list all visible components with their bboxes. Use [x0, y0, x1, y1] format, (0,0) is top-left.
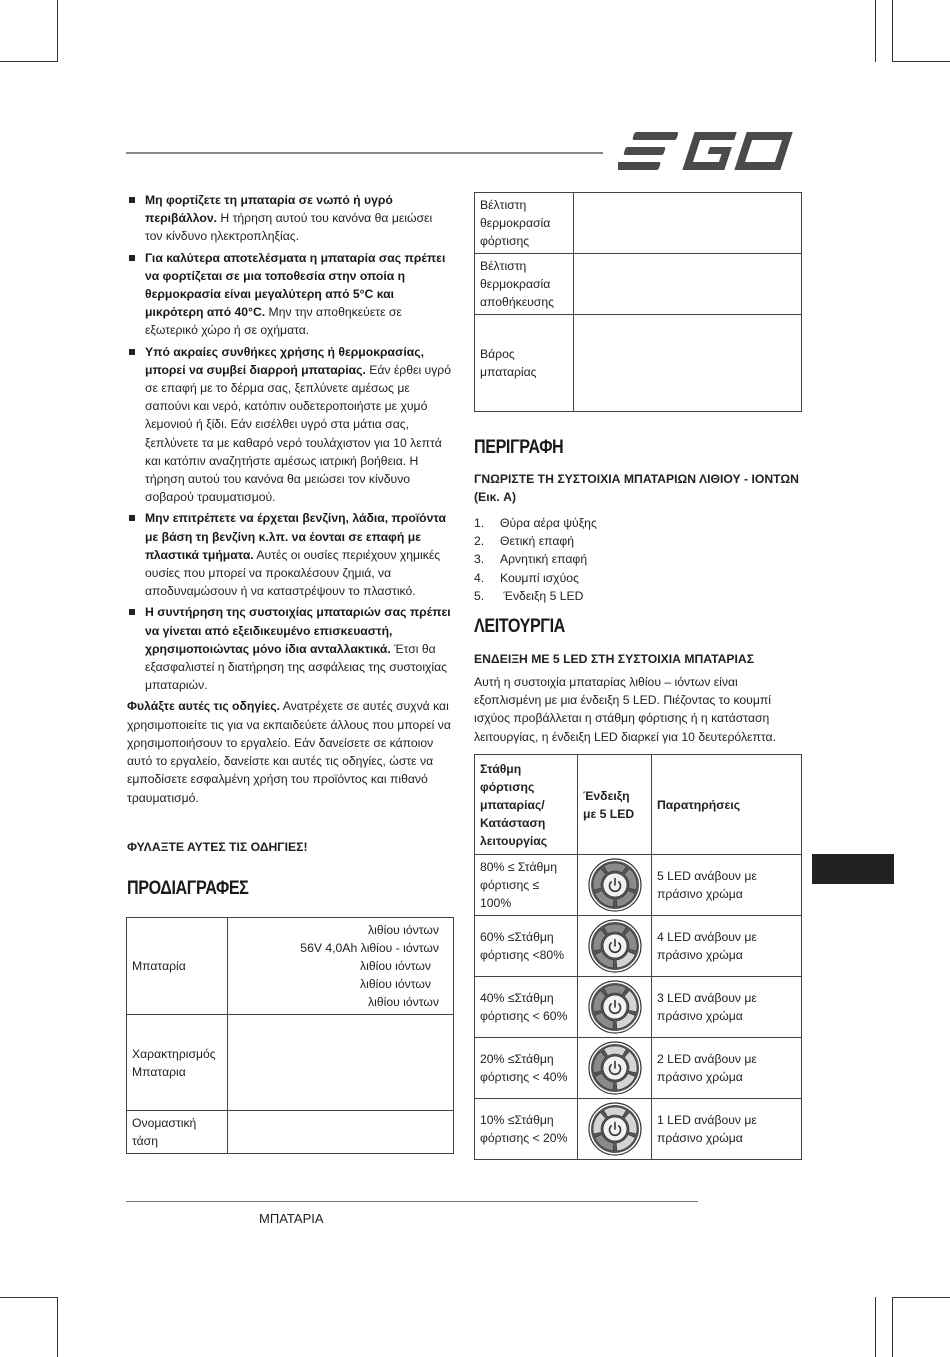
- bullet-item: Για καλύτερα αποτελέσματα η μπαταρία σας πρέπει να φορτίζεται σε μια τοποθεσία στην οποία η θερμοκρασία είναι μεγαλύτερη από 5°C και μικρότερη από 40°C. Μην την αποθηκεύετε σε εξωτερικό χώρο ή σε οχήματα.: [127, 249, 453, 340]
- led-indicator-icon: [588, 980, 642, 1034]
- spec-value: [228, 1111, 454, 1154]
- header-rule: [126, 152, 603, 154]
- level-cell: 60% ≤Στάθμη φόρτισης <80%: [475, 916, 578, 977]
- description-subtitle: ΓΝΩΡΙΣΤΕ ΤΗ ΣΥΣΤΟΙΧΙΑ ΜΠΑΤΑΡΙΩΝ ΛΙΘΙΟΥ - ΙΟΝΤΩΝ (Εικ. A): [474, 472, 799, 504]
- note-cell: 2 LED ανάβουν με πράσινο χρώμα: [652, 1038, 802, 1099]
- list-item: 5. Ένδειξη 5 LED: [474, 588, 584, 603]
- crop-mark: [875, 0, 876, 62]
- led-indicator-icon: [588, 1041, 642, 1095]
- bullet-item: Υπό ακραίες συνθήκες χρήσης ή θερμοκρασίας, μπορεί να συμβεί διαρροή μπαταρίας. Εάν έρθει υγρό σε επαφή με το δέρμα σας, ξεπλύνετε αμέσως με σαπούνι και νερό, κατόπιν ουδετεροποιήστε με χυμό λεμονιού ή ξίδι. Εάν εισέλθει υγρό στα μάτια σας, ξεπλύνετε τα με καθαρό νερό τουλάχιστον για 10 λεπτά και κατόπιν αναζητήστε αμέσως ιατρική βοήθεια. Η τήρηση αυτού του κανόνα θα μειώσει τον κίνδυνο σοβαρού τραυματισμού.: [127, 343, 453, 507]
- spec-label: Βέλτιστη θερμοκρασία φόρτισης: [475, 193, 574, 254]
- crop-mark: [57, 0, 58, 62]
- keep-instructions-caps: ΦΥΛΑΞΤΕ ΑΥΤΕΣ ΤΙΣ ΟΔΗΓΙΕΣ!: [127, 840, 308, 854]
- spec-value: λιθίου ιόντων 56V 4,0Ah λιθίου - ιόντων λιθίου ιόντων λιθίου ιόντων λιθίου ιόντων: [228, 918, 454, 1015]
- keep-instructions-paragraph: Φυλάξτε αυτές τις οδηγίες. Ανατρέχετε σε αυτές συχνά και χρησιμοποιείτε τις για να εκπαιδεύετε άλλους που μπορεί να χρησιμοποιήσουν το εργαλείο. Εάν δανείσετε σε κάποιον αυτό το εργαλείο, δανείστε και αυτές τις οδηγίες, ώστε να εμποδίσετε εσφαλμένη χρήση του προϊόντος και πιθανό τραυματισμό.: [127, 699, 451, 805]
- led-indicator-icon: [588, 858, 642, 912]
- crop-mark: [0, 61, 58, 62]
- table-row: [475, 1038, 802, 1099]
- spec-label: Ονομαστική τάση: [127, 1111, 228, 1154]
- operation-title: ΛΕΙΤΟΥΡΓΙΑ: [474, 616, 565, 637]
- note-cell: 4 LED ανάβουν με πράσινο χρώμα: [652, 916, 802, 977]
- list-item: 3. Αρνητική επαφή: [474, 552, 588, 567]
- crop-mark: [57, 1297, 58, 1357]
- bullet-item: Η συντήρηση της συστοιχίας μπαταριών σας πρέπει να γίνεται από εξειδικευμένο επισκευαστή, χρησιμοποιώντας μόνο ίδια ανταλλακτικά. Έτσι θα εξασφαλιστεί η διατήρηση της ασφάλειας της συστοιχίας μπαταριών.: [127, 603, 453, 694]
- led-indicator-icon: [588, 919, 642, 973]
- footer-rule: [126, 1201, 698, 1202]
- led-cell: [578, 977, 652, 1038]
- led-cell: [578, 916, 652, 977]
- table-row: [475, 855, 802, 916]
- spec-label: Βάρος μπαταρίας: [475, 315, 574, 412]
- crop-mark: [892, 61, 950, 62]
- description-title: ΠΕΡΙΓΡΑΦΗ: [474, 437, 564, 458]
- list-item: 4. Κουμπί ισχύος: [474, 570, 579, 585]
- specs-table-2: [474, 192, 802, 412]
- led-cell: [578, 855, 652, 916]
- note-cell: 3 LED ανάβουν με πράσινο χρώμα: [652, 977, 802, 1038]
- header-cell: Ένδειξη με 5 LED: [578, 755, 652, 855]
- footer-text: ΜΠΑΤΑΡΙΑ: [259, 1211, 324, 1226]
- crop-mark: [875, 1297, 876, 1357]
- table-row: [475, 977, 802, 1038]
- crop-mark: [892, 1297, 893, 1357]
- level-cell: 40% ≤Στάθμη φόρτισης < 60%: [475, 977, 578, 1038]
- spec-value: [574, 315, 802, 412]
- led-table: [474, 754, 802, 1160]
- level-cell: 80% ≤ Στάθμη φόρτισης ≤ 100%: [475, 855, 578, 916]
- bullet-item: Μη φορτίζετε τη μπαταρία σε νωπό ή υγρό περιβάλλον. Η τήρηση αυτού του κανόνα θα μειώσει τον κίνδυνο ηλεκτροπληξίας.: [127, 191, 453, 246]
- language-side-tab: [812, 854, 894, 884]
- spec-label: Βέλτιστη θερμοκρασία αποθήκευσης: [475, 254, 574, 315]
- spec-label: Μπαταρία: [127, 918, 228, 1015]
- level-cell: 20% ≤Στάθμη φόρτισης < 40%: [475, 1038, 578, 1099]
- led-indicator-icon: [588, 1102, 642, 1156]
- led-cell: [578, 1038, 652, 1099]
- list-item: 2. Θετική επαφή: [474, 534, 575, 549]
- level-cell: 10% ≤Στάθμη φόρτισης < 20%: [475, 1099, 578, 1160]
- ego-logo: [618, 128, 802, 174]
- bullet-item: Μην επιτρέπετε να έρχεται βενζίνη, λάδια, προϊόντα με βάση τη βενζίνη κ.λπ. να έονται σε επαφή με πλαστικά τμήματα. Αυτές οι ουσίες περιέχουν χημικές ουσίες που μπορεί να προκαλέσουν ζημιά, να αποδυναμώσουν ή να καταστρέψουν το πλαστικό.: [127, 509, 453, 600]
- crop-mark: [0, 1297, 58, 1298]
- spec-label: Χαρακτηρισμός Μπαταρια: [127, 1015, 228, 1111]
- note-cell: 1 LED ανάβουν με πράσινο χρώμα: [652, 1099, 802, 1160]
- spec-value: [228, 1015, 454, 1111]
- spec-value: [574, 254, 802, 315]
- header-cell: Παρατηρήσεις: [652, 755, 802, 855]
- table-row: [475, 916, 802, 977]
- list-item: 1. Θύρα αέρα ψύξης: [474, 516, 597, 530]
- operation-text: Αυτή η συστοιχία μπαταρίας λιθίου – ιόντων είναι εξοπλισμένη με μια ένδειξη 5 LED. Πιέζοντας το κουμπί ισχύος προβάλλεται η στάθμη φόρτισης ή η κατάσταση λειτουργίας, η ένδειξη LED διαρκεί για 10 δευτερόλεπτα.: [474, 675, 776, 744]
- safety-bullets: [127, 191, 453, 807]
- note-cell: 5 LED ανάβουν με πράσινο χρώμα: [652, 855, 802, 916]
- crop-mark: [892, 1297, 950, 1298]
- parts-list: [474, 514, 597, 605]
- specs-title: ΠΡΟΔΙΑΓΡΑΦΕΣ: [127, 878, 249, 899]
- spec-value: [574, 193, 802, 254]
- led-cell: [578, 1099, 652, 1160]
- specs-table: [126, 917, 454, 1154]
- header-cell: Στάθμη φόρτισης μπαταρίας/ Κατάσταση λειτουργίας: [475, 755, 578, 855]
- crop-mark: [892, 0, 893, 62]
- operation-subtitle: ΕΝΔΕΙΞΗ ΜΕ 5 LED ΣΤΗ ΣΥΣΤΟΙΧΙΑ ΜΠΑΤΑΡΙΑΣ: [474, 652, 755, 666]
- table-row: [475, 1099, 802, 1160]
